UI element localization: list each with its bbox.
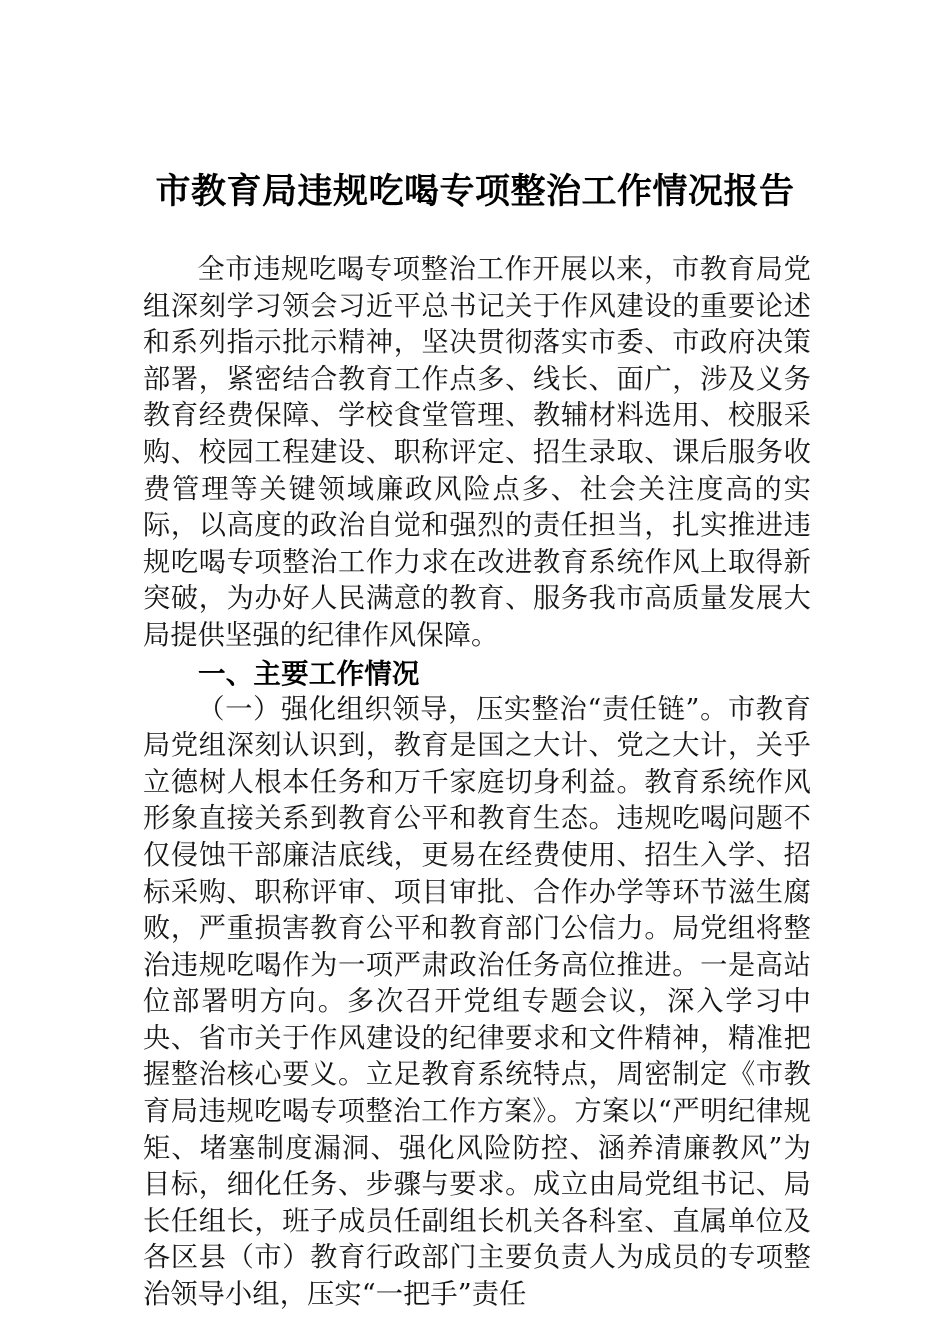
document-body — [143, 252, 811, 1314]
opening-paragraph: 全市违规吃喝专项整治工作开展以来，市教育局党组深刻学习领会习近平总书记关于作风建设的重要论述和系列指示批示精神，坚决贯彻落实市委、市政府决策部署，紧密结合教育工作点多、线长、面广，涉及义务教育经费保障、学校食堂管理、教辅材料选用、校服采购、校园工程建设、职称评定、招生录取、课后服务收费管理等关键领域廉政风险点多、社会关注度高的实际，以高度的政治自觉和强烈的责任担当，扎实推进违规吃喝专项整治工作力求在改进教育系统作风上取得新突破，为办好人民满意的教育、服务我市高质量发展大局提供坚强的纪律作风保障。 — [143, 254, 811, 651]
subsection-1-paragraph: （一）强化组织领导，压实整治“责任链”。市教育局党组深刻认识到，教育是国之大计、党之大计，关乎立德树人根本任务和万千家庭切身利益。教育系统作风形象直接关系到教育公平和教育生态。违规吃喝问题不仅侵蚀干部廉洁底线，更易在经费使用、招生入学、招标采购、职称评审、项目审批、合作办学等环节滋生腐败，严重损害教育公平和教育部门公信力。局党组将整治违规吃喝作为一项严肃政治任务高位推进。一是高站位部署明方向。多次召开党组专题会议，深入学习中央、省市关于作风建设的纪律要求和文件精神，精准把握整治核心要义。立足教育系统特点，周密制定《市教育局违规吃喝专项整治工作方案》。方案以“严明纪律规矩、堵塞制度漏洞、强化风险防控、涵养清廉教风”为目标，细化任务、步骤与要求。成立由局党组书记、局长任组长，班子成员任副组长机关各科室、直属单位及各区县（市）教育行政部门主要负责人为成员的专项整治领导小组，压实“一把手”责任 — [143, 693, 811, 1311]
section-heading-1: 一、主要工作情况 — [198, 657, 420, 689]
page-title: 市教育局违规吃喝专项整治工作情况报告 — [155, 172, 795, 212]
